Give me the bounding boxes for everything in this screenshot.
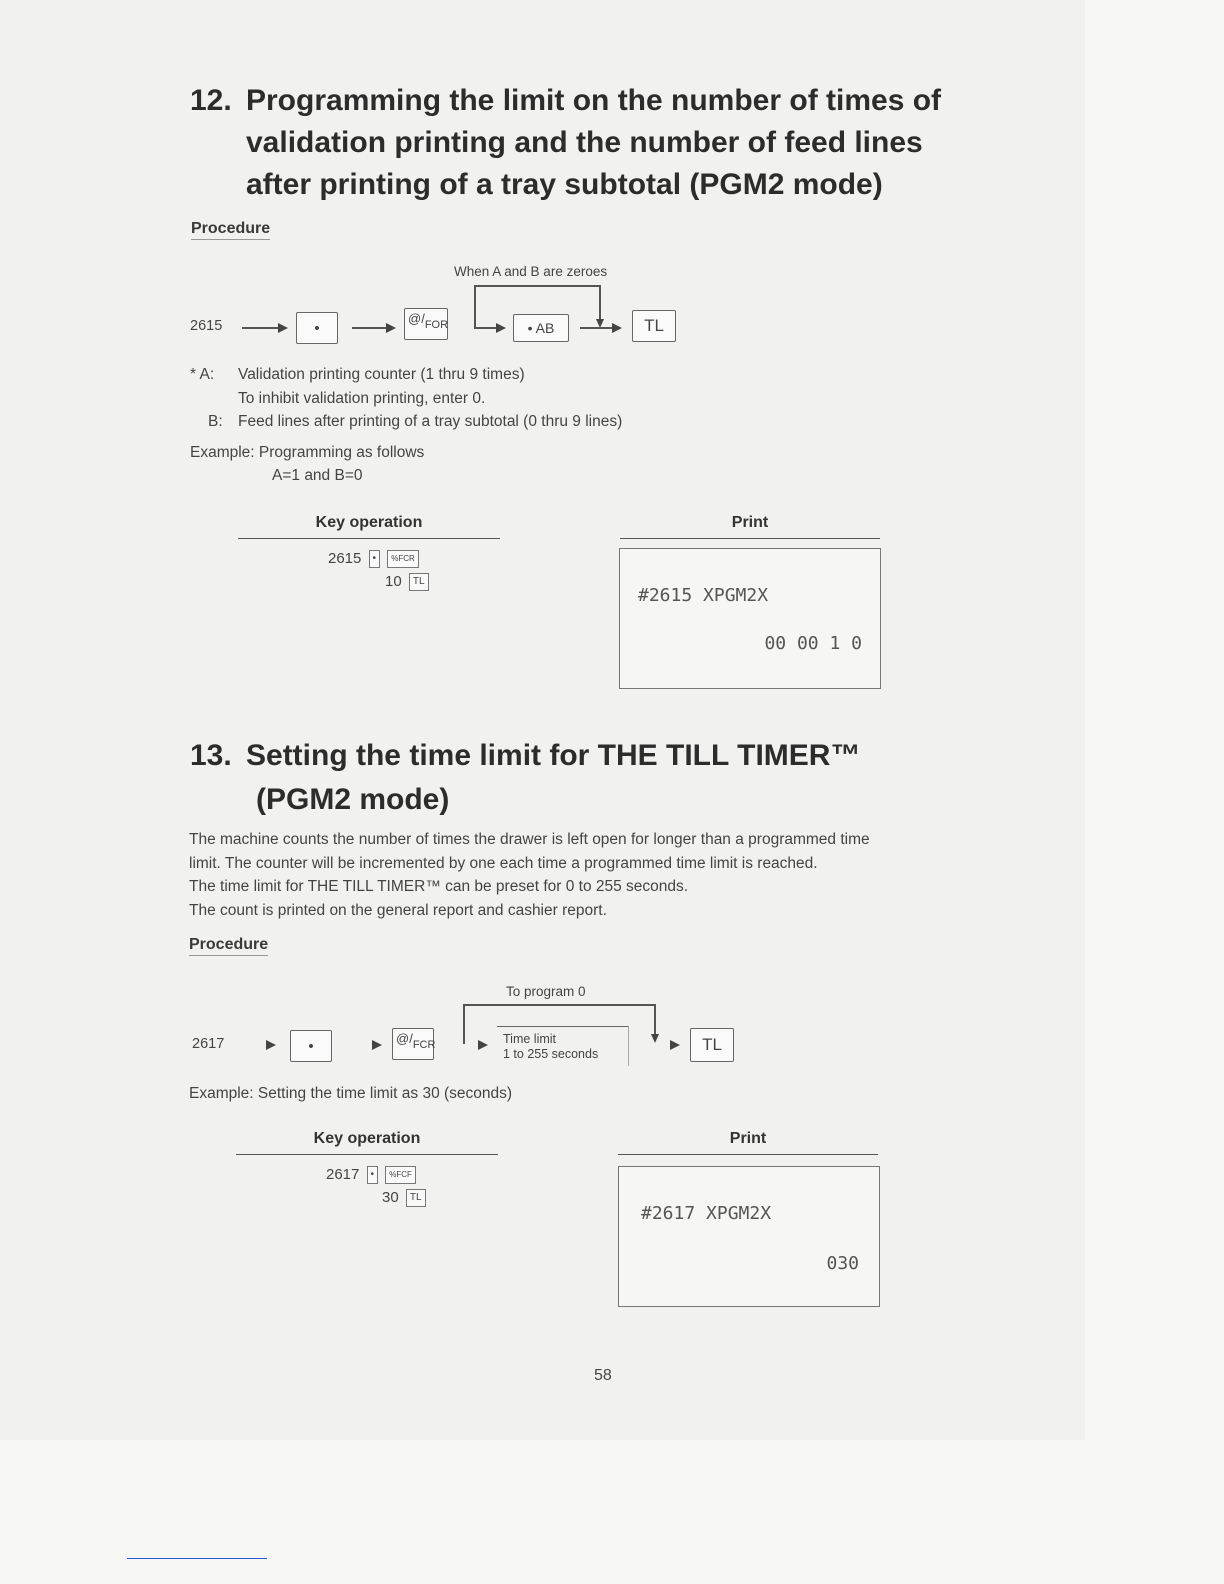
receipt-12-line1: #2615 XPGM2X bbox=[638, 585, 769, 606]
diagram-13-arrow-3-head bbox=[478, 1040, 488, 1050]
section-13-paragraph bbox=[189, 828, 1039, 922]
section-13-para-line3: The time limit for THE TILL TIMER™ can be preset for 0 to 255 seconds. bbox=[189, 878, 689, 895]
note-b-label: B: bbox=[208, 413, 223, 430]
diagram-12-arrow-2-head bbox=[386, 323, 396, 333]
ab-entry-box bbox=[513, 314, 569, 342]
section-12-key-operation-header: Key operation bbox=[315, 514, 423, 531]
section-13-title-line2: (PGM2 mode) bbox=[256, 783, 450, 816]
section-12-example-line1: Example: Programming as follows bbox=[190, 444, 425, 461]
at-for-key bbox=[404, 308, 448, 340]
section-12-key-op-line1 bbox=[328, 550, 419, 568]
section-12-procedure-label: Procedure bbox=[191, 220, 270, 240]
section-13-para-line2: limit. The counter will be incremented by one each time a programmed time limit is reached. bbox=[189, 854, 818, 872]
diagram-12-arrow-3 bbox=[474, 327, 498, 329]
time-limit-line2: 1 to 255 seconds bbox=[503, 1047, 599, 1061]
diagram-13-bypass-right bbox=[654, 1004, 656, 1036]
dot-key bbox=[296, 312, 338, 344]
diagram-12-bypass-left bbox=[474, 285, 476, 327]
section-13-key-op-line1 bbox=[326, 1166, 416, 1184]
diagram-13-bypass-top bbox=[463, 1004, 655, 1006]
diagram-13-branch-label: To program 0 bbox=[506, 984, 586, 999]
diagram-12-arrow-4-head bbox=[612, 323, 622, 333]
section-12-print-rule bbox=[620, 538, 880, 539]
note-a-label: * A: bbox=[190, 366, 215, 383]
key-op-13-code: 2617 bbox=[326, 1166, 360, 1183]
tl-key-13 bbox=[690, 1028, 734, 1062]
section-13-print-rule bbox=[618, 1154, 878, 1155]
diagram-13-arrow-2-head bbox=[372, 1040, 382, 1050]
section-13-key-operation-header: Key operation bbox=[313, 1130, 421, 1147]
diagram-13-bypass-arrow bbox=[651, 1034, 659, 1043]
section-12-title-line2: validation printing and the number of feed lines bbox=[246, 126, 923, 159]
at-fcr-key-13-sub: FCR bbox=[412, 1039, 436, 1051]
note-a-text: Validation printing counter (1 thru 9 times) bbox=[238, 366, 525, 383]
section-12-title-line1: Programming the limit on the number of times of bbox=[246, 84, 942, 117]
key-op-12-value: 10 bbox=[385, 573, 402, 590]
diagram-13-start-code: 2617 bbox=[192, 1036, 225, 1052]
section-13-example: Example: Setting the time limit as 30 (seconds) bbox=[189, 1085, 513, 1102]
section-12-key-operation-rule bbox=[238, 538, 500, 539]
section-13-print-header: Print bbox=[729, 1130, 767, 1147]
tl-key-label: TL bbox=[644, 316, 664, 335]
ab-entry-label: • AB bbox=[527, 320, 555, 336]
diagram-12-arrow-2 bbox=[352, 327, 388, 329]
section-13-para-line1: The machine counts the number of times the drawer is left open for longer than a programmed time bbox=[189, 831, 870, 848]
section-13-para-line4: The count is printed on the general report and cashier report. bbox=[189, 901, 607, 919]
at-fcr-key-13-top: @/ bbox=[396, 1031, 413, 1046]
diagram-13-arrow-4-head bbox=[670, 1040, 680, 1050]
note-b-text: Feed lines after printing of a tray subtotal (0 thru 9 lines) bbox=[238, 413, 623, 430]
section-12-heading bbox=[190, 80, 1070, 210]
diagram-12-arrow-1-head bbox=[278, 323, 288, 333]
diagram-13-bypass-left bbox=[463, 1004, 465, 1044]
section-13-receipt bbox=[618, 1166, 880, 1307]
diagram-13-arrow-1-head bbox=[266, 1040, 276, 1050]
section-13-procedure-label: Procedure bbox=[189, 936, 268, 956]
key-op-13-dot-key: • bbox=[367, 1166, 379, 1184]
section-13-key-operation-rule bbox=[236, 1154, 498, 1155]
at-for-key-sub: FOR bbox=[424, 319, 449, 331]
receipt-13-line2: 030 bbox=[826, 1253, 859, 1274]
note-a-text2: To inhibit validation printing, enter 0. bbox=[238, 389, 486, 407]
diagram-12-bypass-top bbox=[474, 285, 600, 287]
receipt-13-line1: #2617 XPGM2X bbox=[641, 1203, 772, 1224]
section-12-key-op-line2 bbox=[385, 573, 429, 591]
section-13-heading bbox=[190, 735, 1070, 825]
diagram-12-arrow-4 bbox=[580, 327, 614, 329]
section-12-example-line2: A=1 and B=0 bbox=[272, 467, 363, 484]
diagram-12-start-code: 2615 bbox=[190, 318, 223, 334]
key-op-13-tl-key: TL bbox=[406, 1189, 426, 1207]
section-13-number: 13. bbox=[190, 739, 232, 772]
key-op-12-code: 2615 bbox=[328, 550, 362, 567]
at-for-key-top: @/ bbox=[408, 311, 425, 326]
key-op-12-dot-key: • bbox=[369, 550, 381, 568]
section-13-title-line1: Setting the time limit for THE TILL TIMER™ bbox=[246, 739, 861, 772]
diagram-12-bypass-right bbox=[599, 285, 601, 321]
key-op-12-fcr-key: %FCR bbox=[387, 550, 419, 568]
section-12-print-header: Print bbox=[731, 514, 769, 531]
footer-rule bbox=[127, 1558, 267, 1559]
section-12-title-line3: after printing of a tray subtotal (PGM2 mode) bbox=[246, 168, 883, 201]
time-limit-entry-box bbox=[497, 1026, 629, 1066]
key-op-13-value: 30 bbox=[382, 1189, 399, 1206]
key-op-13-fcr-key: %FCF bbox=[385, 1166, 416, 1184]
diagram-12-branch-label: When A and B are zeroes bbox=[454, 264, 608, 279]
section-12-receipt bbox=[619, 548, 881, 689]
dot-key-13 bbox=[290, 1030, 332, 1062]
key-op-12-tl-key: TL bbox=[409, 573, 429, 591]
diagram-12-arrow-1 bbox=[242, 327, 280, 329]
tl-key bbox=[632, 310, 676, 342]
section-12-number: 12. bbox=[190, 84, 232, 117]
dot-key-13-label: • bbox=[308, 1037, 314, 1055]
dot-key-label: • bbox=[314, 319, 320, 337]
diagram-12-arrow-3-head bbox=[496, 323, 506, 333]
time-limit-line1: Time limit bbox=[503, 1032, 557, 1046]
section-12-notes bbox=[190, 363, 890, 434]
page-number: 58 bbox=[594, 1367, 612, 1384]
section-13-key-op-line2 bbox=[382, 1189, 426, 1207]
tl-key-13-label: TL bbox=[702, 1035, 722, 1054]
at-fcr-key-13 bbox=[392, 1028, 434, 1060]
receipt-12-line2: 00 00 1 0 bbox=[764, 633, 862, 654]
